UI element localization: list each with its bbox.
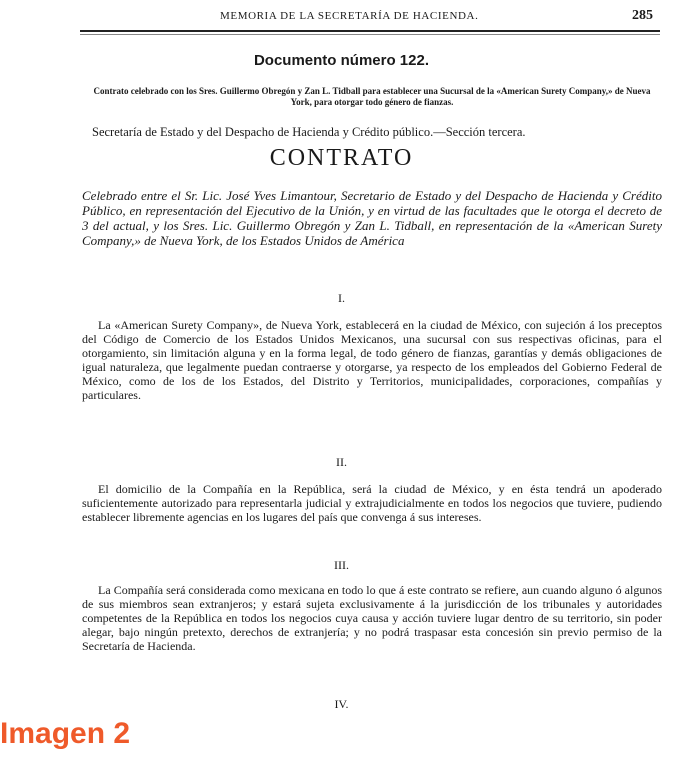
running-header-title: MEMORIA DE LA SECRETARÍA DE HACIENDA.: [220, 10, 479, 22]
page-header: [80, 6, 665, 32]
image-caption: Imagen 2: [0, 717, 131, 750]
clause-text: El domicilio de la Compañía en la República, será la ciudad de México, y en ésta tendrá un apoderado suficientemente autorizado para representarla judicial y extrajudicialmente en todos los negocios que tuviere, pudiendo establecer libremente agencias en los lugares del país que convenga á sus intereses.: [82, 482, 662, 524]
clause-text: La Compañía será considerada como mexicana en todo lo que á este contrato se refiere, aun cuando alguno ó algunos de sus miembros sean extranjeros; y estará sujeta exclusivamente á la jurisdicción de los tribunales y autoridades competentes de la República en todos los negocios cuya causa y acción tuviere lugar dentro de su territorio, sin poder alegar, bajo ningún pretexto, derechos de extranjería; y no podrá traspasar esta concesión sin previo permiso de la Secretaría de Hacienda.: [82, 583, 662, 653]
document-summary: Contrato celebrado con los Sres. Guillermo Obregón y Zan L. Tidball para establecer una Sucursal de la «American Surety Company,» de Nueva York, para otorgar todo género de fianzas.: [93, 86, 651, 107]
clause-text: La «American Surety Company», de Nueva York, establecerá en la ciudad de México, con sujeción á los preceptos del Código de Comercio de los Estados Unidos Mexicanos, una sucursal con sus respectivas oficinas, para el otorgamiento, sin limitación alguna y en la forma legal, de todo género de fianzas, garantías y demás obligaciones de igual naturaleza, que legalmente puedan contraerse y otorgarse, ya respecto de los empleados del Gobierno Federal de México, como de los de los Estados, del Distrito y Territorios, municipalidades, corporaciones, compañías y particulares.: [82, 318, 662, 402]
contract-parties: Celebrado entre el Sr. Lic. José Yves Limantour, Secretario de Estado y del Despacho de Hacienda y Crédito Público, en representación del Ejecutivo de la Unión, y en virtud de las facultades que le otorga el decreto de 3 del actual, y los Sres. Lic. Guillermo Obregón y Zan L. Tidball, en representación de la «American Surety Company,» de Nueva York, de los Estados Unidos de América: [82, 188, 662, 248]
contract-heading: CONTRATO: [269, 145, 414, 171]
clause-numeral: IV.: [334, 697, 349, 711]
document-title: Documento número 122.: [253, 52, 430, 69]
page-number: 285: [632, 8, 653, 23]
header-rule-thin: [80, 34, 660, 35]
clause-numeral: II.: [336, 455, 347, 469]
document-intro: Secretaría de Estado y del Despacho de Hacienda y Crédito público.—Sección tercera.: [92, 125, 526, 139]
header-rule: [80, 30, 660, 32]
clause-numeral: I.: [338, 291, 345, 305]
clause-numeral: III.: [334, 558, 349, 572]
